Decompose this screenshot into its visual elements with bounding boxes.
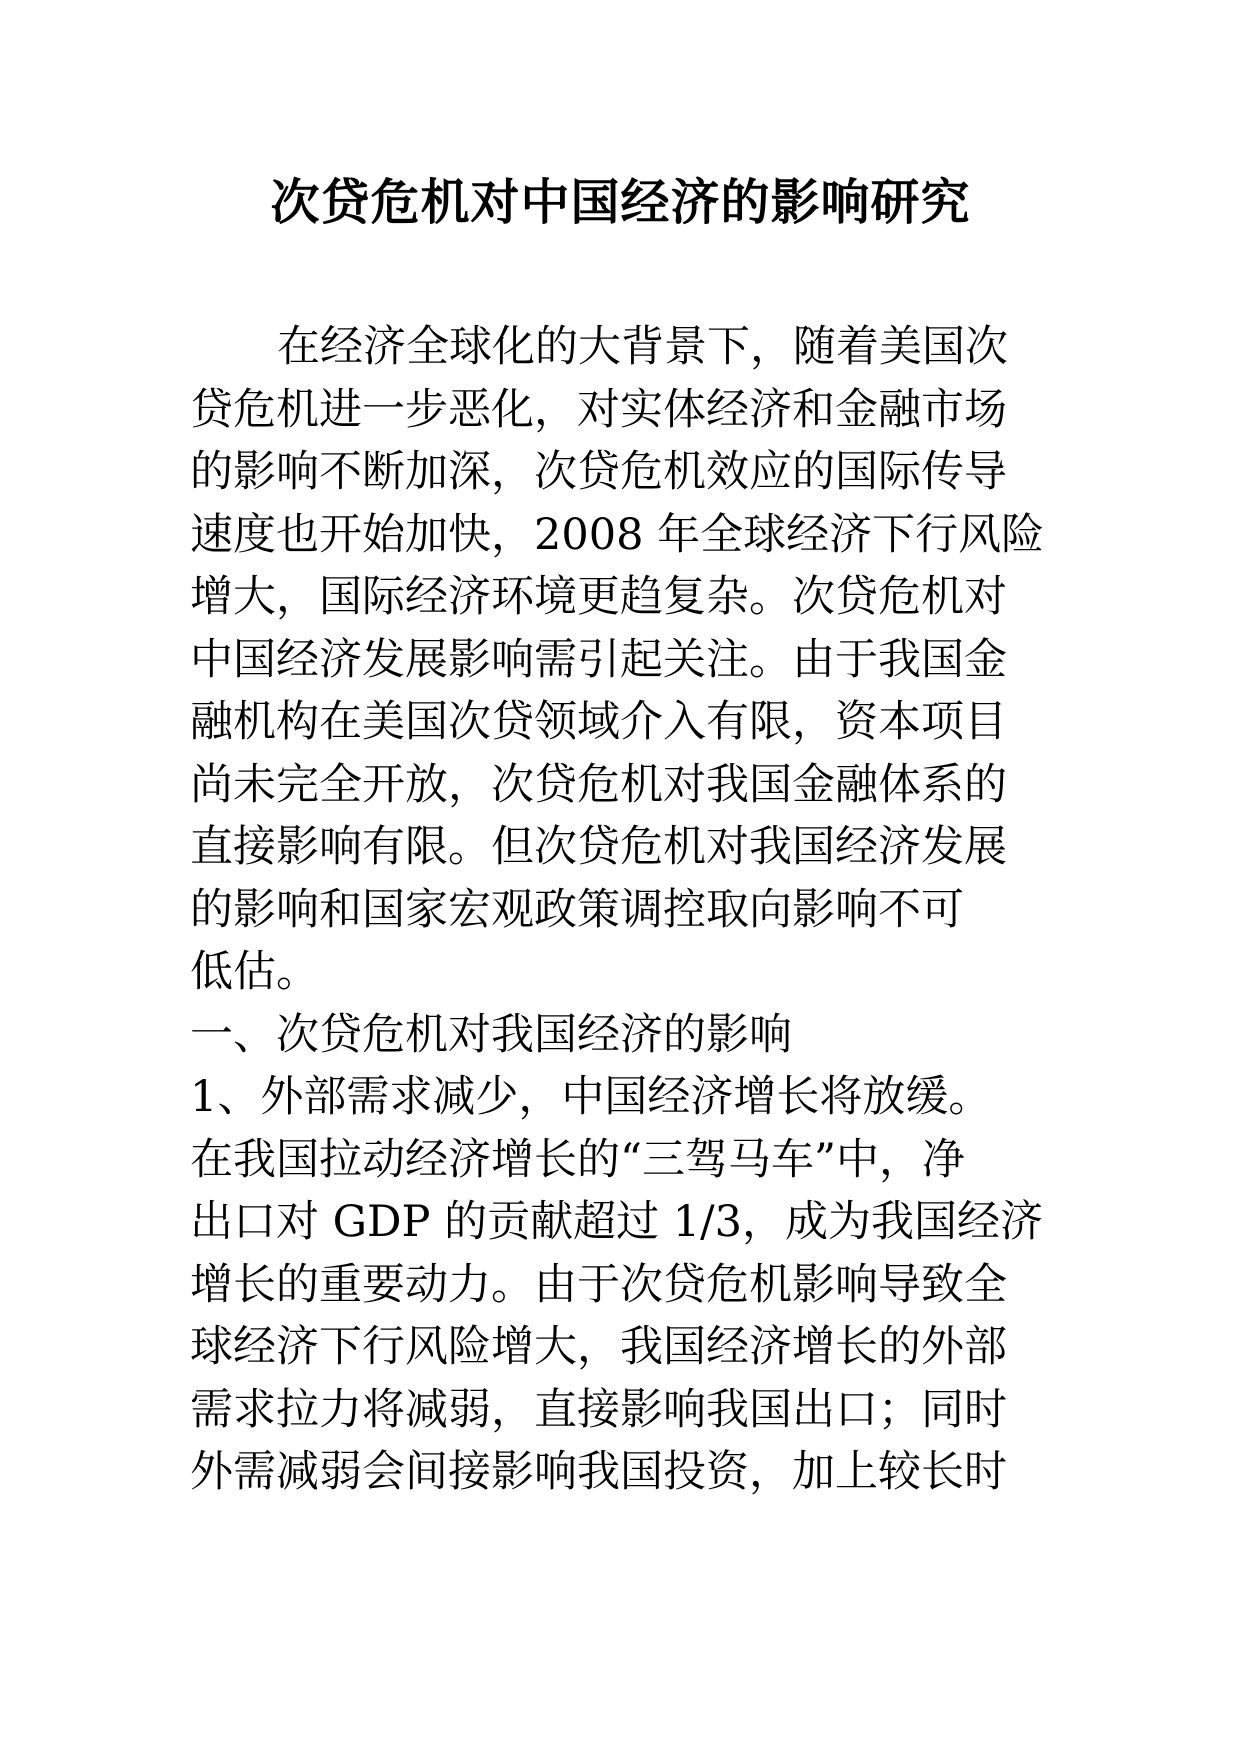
body-line: 增长的重要动力。由于次贷危机影响导致全 [190, 1259, 1007, 1310]
body-line: 外需减弱会间接影响我国投资，加上较长时 [190, 1447, 1007, 1497]
body-line: 需求拉力将减弱，直接影响我国出口；同时 [190, 1384, 1007, 1435]
document-body [190, 316, 1055, 1504]
document-title: 次贷危机对中国经济的影响研究 [270, 173, 971, 231]
body-line: 出口对 GDP 的贡献超过 1/3，成为我国经济 [190, 1197, 1043, 1247]
subsection-heading: 1、外部需求减少，中国经济增长将放缓。 [190, 1072, 992, 1122]
body-line: 的影响和国家宏观政策调控取向影响不可 [190, 884, 964, 935]
body-line: 直接影响有限。但次贷危机对我国经济发展 [190, 822, 1007, 872]
body-line: 速度也开始加快，2008 年全球经济下行风险 [190, 509, 1045, 560]
body-line: 中国经济发展影响需引起关注。由于我国金 [190, 634, 1007, 685]
body-line: 尚未完全开放，次贷危机对我国金融体系的 [190, 759, 1007, 810]
body-line: 贷危机进一步恶化，对实体经济和金融市场 [190, 384, 1007, 435]
body-line: 在我国拉动经济增长的“三驾马车”中，净 [190, 1134, 965, 1185]
section-heading: 一、次贷危机对我国经济的影响 [190, 1009, 792, 1060]
body-line: 的影响不断加深，次贷危机效应的国际传导 [190, 447, 1007, 497]
body-line: 增大，国际经济环境更趋复杂。次贷危机对 [190, 572, 1007, 622]
body-line: 在经济全球化的大背景下，随着美国次 [277, 322, 1008, 372]
body-line: 球经济下行风险增大，我国经济增长的外部 [190, 1322, 1007, 1372]
body-line: 低估。 [190, 947, 319, 997]
body-line: 融机构在美国次贷领域介入有限，资本项目 [190, 697, 1007, 747]
